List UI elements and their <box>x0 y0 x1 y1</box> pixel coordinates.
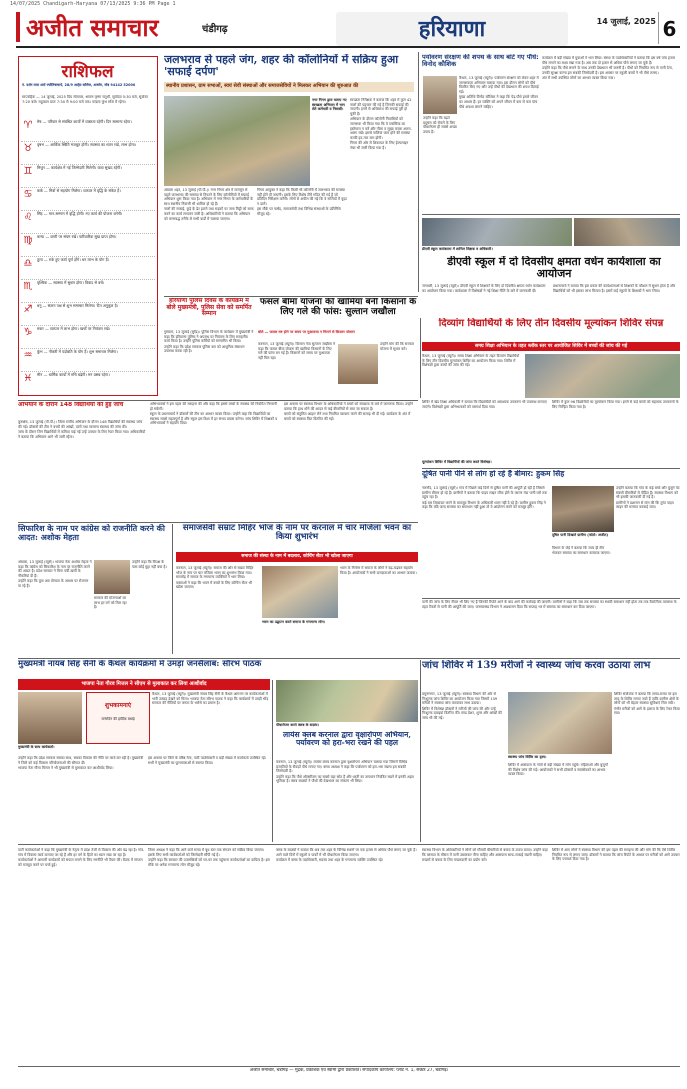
rashifal-sign-text: मकर — व्यापार में लाभ होगा। खर्चों पर नियंत्रण रखें। <box>37 326 111 331</box>
story-s3-headline: फसल बीमा योजना की खामियां बनी किसानों के लिए गले की फांस: सुल्तान जखौला <box>259 298 417 317</box>
story-s5-body-col-1: जगाधरी, 13 जुलाई (ब्यूरो)। डीएवी स्कूल में शिक्षकों के लिए दो दिवसीय क्षमता वर्धन कार्यशाला का आयोजन किया गया। कार्यशाला में विशेषज्ञों ने नई शिक्षा नीति के बारे में जानकारी दी। <box>422 284 546 293</box>
story-s1-headline: जलभराव से पहले जंग, शहर की कॉलोनियों में सक्रिय हुआ 'सफाई दर्पण' <box>164 54 399 79</box>
story-s10-body-col-2: भवन के निर्माण में समाज के लोगों ने बढ़-चढ़कर सहयोग किया है। आयोजकों ने सभी दानदाताओं का आभार जताया। <box>340 566 417 575</box>
story-s10-body-col-1: करनाल, 13 जुलाई (ब्यूरो)। समाज की ओर से सम्राट मिहिर भोज के नाम पर चार मंजिला भवन का शुभारंभ किया गया। समारोह में समाज के गणमान्य व्यक्तियों ने भाग लिया। वक्ताओं ने कहा कि भवन में बच्चों के लिए कोचिंग सेंटर भी खोला जाएगा। <box>176 566 254 590</box>
story-s13-body: करनाल, 13 जुलाई (ब्यूरो)। लायंस क्लब करनाल द्वारा वृक्षारोपण अभियान चलाया गया जिसमें विभिन्न प्रजातियों के सैकड़ों पौधे लगाए गए। क्लब अध्यक्ष ने कहा कि पर्यावरण को हरा-भरा रखना हम सबकी जिम्मेदारी है। उन्होंने कहा कि पौधे ऑक्सीजन का सबसे बड़ा स्रोत हैं और धरती का तापमान नियंत्रित रखने में इनकी अहम भूमिका है। क्लब सदस्यों ने पौधों की देखभाल का संकल्प भी लिया। <box>276 760 414 784</box>
story-s10-subhead: समाज की संस्था के नाम में बदलाव, कोचिंग सेंटर भी खोला जाएगा <box>176 552 418 562</box>
story-s8-body-col-2: उन्होंने बताया कि गांव के कई बच्चे और बुजुर्ग पेट संबंधी बीमारियों से पीड़ित हैं। स्वास्थ्य विभाग को भी इसकी जानकारी दी गई है। ग्रामीणों ने प्रशासन से मांग की कि तुरंत पाइप लाइन की मरम्मत करवाई जाए। <box>616 486 680 510</box>
zodiac-icon: ♏ <box>23 281 33 292</box>
rashifal-sign-text: मेष — परिवार से संबंधित कार्यों में व्यस्तता रहेगी। दिन सामान्य रहेगा। <box>37 119 132 124</box>
advert-box <box>86 692 150 744</box>
rashifal-title: राशिफल <box>61 62 114 81</box>
story-s3-body-col-1: करनाल, 13 जुलाई (ब्यूरो)। किसान नेता सुल्तान जखौला ने कहा कि फसल बीमा योजना की खामियां किसानों के लिए गले की फांस बन गई हैं। किसानों को समय पर मुआवजा नहीं मिल रहा। <box>258 342 336 360</box>
lower-col-2: जिला अध्यक्ष ने कहा कि आने वाले समय में बूथ स्तर तक संगठन को सक्रिय किया जाएगा। इसके लिए सभी कार्यकर्ताओं को जिम्मेदारी सौंपी गई है। उन्होंने कहा कि सरकार की उपलब्धियों को घर-घर तक पहुंचाना कार्यकर्ताओं का दायित्व है। इस मौके पर अनेक गणमान्य लोग मौजूद रहे। <box>148 848 270 867</box>
story-s11-body-col-3: इस अवसर पर जिले के वरिष्ठ नेता, पार्टी पदाधिकारी व बड़ी संख्या में कार्यकर्ता उपस्थित रहे। सभी ने मुख्यमंत्री का फूलमालाओं से स्वागत किया। <box>148 756 267 765</box>
story-s6-subhead: समग्र शिक्षा अभियान के तहत ब्लॉक स्तर पर आयोजित शिविर में बच्चों की जांच की गई <box>422 342 680 351</box>
story-s2-headline: हरियाणा पुलिस दिवस के कार्यक्रम में बोले मुख्यमंत्री, पुलिस सेवा को समर्पित सम्मान <box>166 298 252 318</box>
rashifal-byline: पं. दर्शन लाल शर्मा ज्योतिषाचार्य, 28/9 आर्ट्स कॉलेज, अजमेर, मोब 94142 52000 <box>22 83 136 87</box>
advert-title: शुभकामनाएं <box>104 702 132 709</box>
story-s4 <box>422 54 542 74</box>
story-s4-body-col-2: कार्यक्रम में बड़ी संख्या में युवाओं ने भाग लिया। संस्था के पदाधिकारियों ने बताया कि इस वर्ष पांच हजार पौधे लगाने का लक्ष्य रखा गया है। अब तक दो हजार से अधिक पौधे लगाए जा चुके हैं। उन्होंने कहा कि पौधे लगाने के साथ उनकी देखभाल भी जरूरी है। पौधों को नियमित रूप से पानी देना, उनकी सुरक्षा करना हम सबकी जिम्मेदारी है। इस अवसर पर स्कूली बच्चों ने भी पौधे लगाए। अंत में सभी उपस्थित लोगों का आभार व्यक्त किया गया। <box>542 56 676 81</box>
rashifal-sign-row <box>21 257 155 280</box>
rashifal-sign-row <box>21 303 155 326</box>
story-s11-body-col-2: उन्होंने कहा कि प्रदेश सरकार सबका साथ, सबका विकास की नीति पर कार्य कर रही है। मुख्यमंत्री ने जिले को कई विकास परियोजनाओं की सौगात दी। भाजपा नेता गौरव मित्तल ने भी मुख्यमंत्री से मुलाकात कर आशीर्वाद लिया। <box>18 756 144 771</box>
story-s4-body-col-0: उन्होंने कहा कि बढ़ते प्रदूषण को रोकने के लिए पौधारोपण ही सबसे अच्छा उपाय है। <box>423 116 457 134</box>
zodiac-icon: ♋ <box>23 189 33 200</box>
zodiac-icon: ♒ <box>23 350 33 361</box>
story-s7-body-col-2: अभिभावकों ने इस पहल की सराहना की और कहा कि इससे बच्चों के स्वास्थ्य की नियमित निगरानी हो सकेगी। स्कूल के प्रधानाचार्य ने डॉक्टरों की टीम का आभार व्यक्त किया। उन्होंने कहा कि विद्यार्थियों का स्वास्थ्य सबसे महत्वपूर्ण है और स्कूल इस दिशा में हर संभव प्रयास करेगा। जांच शिविर में शिक्षकों व अभिभावकों ने सहयोग दिया। <box>150 402 278 426</box>
edition-city: चंडीगढ़ <box>202 24 228 35</box>
story-s6-body-col-1: कैथल, 13 जुलाई (ब्यूरो)। समग्र शिक्षा अभियान के तहत दिव्यांग विद्यार्थियों के लिए तीन दिवसीय मूल्यांकन शिविर का आयोजन किया गया। शिविर में विशेषज्ञों द्वारा बच्चों की जांच की गई। <box>422 354 520 368</box>
rashifal-box <box>18 56 158 396</box>
story-s13-caption: पौधारोपण करते क्लब के सदस्य। <box>276 723 319 727</box>
story-s6-body-col-3: शिविर में कुल 96 विद्यार्थियों का मूल्यांकन किया गया। इनमें से कई बच्चों को सहायक उपकरणों के लिए चिन्हित किया गया है। <box>552 400 679 409</box>
story-s8-headline: दूषित पानी पीने से लोग हो रहे हैं बीमार: हुकम सिंह <box>422 470 565 478</box>
zodiac-icon: ♊ <box>23 166 33 177</box>
story-s13-headline: लायंस क्लब करनाल द्वारा वृक्षारोपण अभियान, पर्यावरण को हरा-भरा रखने की पहल <box>282 731 411 748</box>
rashifal-sign-list <box>21 119 155 393</box>
story-s9-headline: सिफारिश के नाम पर कांग्रेस को राजनीति करने की आदत: अशोक मेहता <box>18 524 165 542</box>
story-s12-body-col-3: शिविर में आसपास के गांवों से बड़ी संख्या में लोग पहुंचे। महिलाओं और बुजुर्गों की विशेष जांच की गई। आयोजकों ने सभी डॉक्टरों व स्वयंसेवकों का आभार व्यक्त किया। <box>508 763 608 777</box>
zodiac-icon: ♉ <box>23 143 33 154</box>
rashifal-sign-row <box>21 188 155 211</box>
story-s11-headline: मुख्यमंत्री नायब सिंह सैनी के कैथल कार्यक्रमों में उमड़ा जनसैलाब: सौरभ पाठक <box>18 660 262 669</box>
zodiac-icon: ♌ <box>23 212 33 223</box>
rashifal-sign-text: कन्या — वाणी पर संयम रखें। पारिवारिक सुख प्राप्त होगा। <box>37 234 117 239</box>
story-s5-headline: डीएवी स्कूल में दो दिवसीय क्षमता वर्धन कार्यशाला का आयोजन <box>447 256 661 281</box>
zodiac-icon: ♈ <box>23 120 33 131</box>
rashifal-sign-text: कर्क — मित्रों से सहयोग मिलेगा। व्यापार में वृद्धि के संकेत हैं। <box>37 188 121 193</box>
story-s6-photo <box>525 354 680 398</box>
rashifal-sign-row <box>21 142 155 165</box>
story-s10-headline: समाजसेवी सम्राट मिहिर भोज के नाम पर करनाल में चार मंजिला भवन का किया शुभारंभ <box>182 524 412 543</box>
spacer <box>542 150 680 152</box>
story-s2-body: गुरुग्राम, 13 जुलाई (सुरेंद्र)। पुलिस विभाग के कार्यक्रम में मुख्यमंत्री ने कहा कि हरियाणा पुलिस ने अपराध पर नियंत्रण के लिए सराहनीय कार्य किया है। उन्होंने पुलिस कर्मियों को सम्मानित भी किया। उन्होंने कहा कि प्रदेश सरकार पुलिस बल को आधुनिक संसाधन उपलब्ध करवा रही है। <box>164 330 254 354</box>
page-number: 6 <box>658 12 680 44</box>
story-s5-photo-1 <box>422 218 572 246</box>
rashifal-sign-text: कुंभ — नौकरी में पदोन्नति के योग हैं। शुभ समाचार मिलेगा। <box>37 349 118 354</box>
section-title: हरियाणा <box>336 12 568 46</box>
story-s8-body-col-1: नारनौंद, 13 जुलाई (ब्यूरो)। गांव में पिछले कई दिनों से दूषित पानी की आपूर्ति हो रही है जिससे ग्रामीण बीमार हो रहे हैं। ग्रामीणों ने बताया कि पाइप लाइन लीक होने के कारण गंदा पानी घरों तक पहुंच रहा है। कई बार शिकायत करने के बावजूद विभाग के अधिकारी ध्यान नहीं दे रहे हैं। ग्रामीण हुकम सिंह ने कहा कि यदि जल्द समस्या का समाधान नहीं हुआ तो वे आंदोलन करने को मजबूर होंगे। <box>422 486 547 510</box>
story-s7-headline: अभियान के दौरान 148 विद्यार्थियों की हुई जांच <box>18 402 124 408</box>
rashifal-sign-text: वृश्चिक — स्वास्थ्य में सुधार होगा। विवाद से बचें। <box>37 280 105 285</box>
rashifal-sign-row <box>21 372 155 393</box>
rashifal-sign-text: वृषभ — आर्थिक स्थिति मजबूत होगी। स्वास्थ्य का ध्यान रखें, लाभ होगा। <box>37 142 137 147</box>
rashifal-sign-row <box>21 349 155 372</box>
story-s9-body-col-3: सरकार की योजनाओं का लाभ हर वर्ग को मिल रहा है। <box>94 596 127 610</box>
story-s4-portrait <box>423 76 457 114</box>
story-s12-body-col-2: शिविर संयोजक ने बताया कि समय-समय पर इस तरह के शिविर लगाए जाते हैं ताकि ग्रामीण क्षेत्रों के लोगों को भी बेहतर स्वास्थ्य सुविधाएं मिल सकें। गंभीर मरीजों को आगे के इलाज के लिए रेफर किया गया। <box>614 692 680 716</box>
story-s11-photo <box>18 692 82 744</box>
rashifal-sign-text: तुला — रुके हुए कार्य पूर्ण होंगे। धन लाभ के योग हैं। <box>37 257 110 262</box>
story-s9-body-col-2: उन्होंने कहा कि विपक्ष के पास कोई मुद्दा नहीं बचा है। <box>132 560 167 569</box>
story-s11-subhead: भाजपा नेता गौरव मित्तल ने सीएम से मुलाकात कर लिया आशीर्वाद <box>18 679 270 690</box>
zodiac-icon: ♍ <box>23 235 33 246</box>
story-s5-body-col-2: प्रधानाचार्य ने बताया कि इस प्रकार की कार्यशालाओं से शिक्षकों के कौशल में सुधार होता है और विद्यार्थियों को भी इसका लाभ मिलता है। इसमें कई स्कूलों के शिक्षकों ने भाग लिया। <box>553 284 676 293</box>
story-s1-caption: नगर निगम द्वारा चलाए गए स्वच्छता अभियान में भाग लेते कर्मचारी व निवासी। <box>312 98 347 112</box>
story-s3-body-col-2: उन्होंने मांग की कि सरकार योजना में सुधार करे। <box>380 342 414 351</box>
story-s8-photo <box>552 486 614 532</box>
advert-body: जन्मदिन की हार्दिक बधाई <box>101 717 135 721</box>
imprint-line: अजीत समाचार, चंडीगढ़ — मुद्रक, प्रकाशक एवं स्वामी द्वारा प्रकाशित। संपादकीय कार्यालय: प्लॉट नं. 1, सेक्टर 27, चंडीगढ़। <box>249 1068 449 1073</box>
paper-name: अजीत समाचार <box>26 13 159 42</box>
story-s1-header <box>164 54 414 94</box>
story-s9 <box>18 524 168 558</box>
story-s2 <box>164 298 254 328</box>
story-s10 <box>176 524 418 564</box>
lower-col-3: क्लब के सदस्यों ने बताया कि अब तक शहर के विभिन्न स्थानों पर एक हजार से अधिक पौधे लगाए जा चुके हैं। आने वाले दिनों में स्कूलों व पार्कों में भी पौधारोपण किया जाएगा। कार्यक्रम में क्लब के पदाधिकारी, सदस्य तथा शहर के गणमान्य व्यक्ति उपस्थित रहे। <box>276 848 417 863</box>
lower-col-5: शिविर में आए लोगों ने स्वास्थ्य विभाग की इस पहल की सराहना की और मांग की कि ऐसे शिविर नियमित रूप से लगाए जाएं। डॉक्टरों ने बताया कि जांच रिपोर्ट के आधार पर मरीजों को आगे उपचार के लिए परामर्श दिया गया है। <box>552 848 680 862</box>
story-s6-body-col-2: शिविर में खंड शिक्षा अधिकारी ने बताया कि विद्यार्थियों को आवश्यक उपकरण भी उपलब्ध करवाए जाएंगे। विशेषज्ञों द्वारा अभिभावकों को परामर्श दिया गया। <box>422 400 547 409</box>
story-s9-portrait <box>94 560 130 594</box>
masthead <box>16 10 680 48</box>
zodiac-icon: ♎ <box>23 258 33 269</box>
masthead-accent <box>16 12 20 42</box>
zodiac-icon: ♓ <box>23 373 33 384</box>
rashifal-sign-text: मिथुन — कार्यक्षेत्र में नई जिम्मेदारी मिलेगी। यात्रा सुखद रहेगी। <box>37 165 122 170</box>
story-s1-body-col-3: स्वच्छता निरीक्षक ने बताया कि शहर में कुल 42 नालों की पहचान की गई है जिनकी सफाई की जाएगी। इनमें से अधिकांश की सफाई पूरी हो चुकी है। अभियान के दौरान कॉलोनी निवासियों को जागरूक भी किया गया कि वे प्लास्टिक का इस्तेमाल न करें और गीला व सूखा कचरा अलग-अलग रखें। इससे नालियां जाम होने की समस्या काफी हद तक कम होगी। निगम की ओर से शिकायत के लिए हेल्पलाइन नंबर भी जारी किया गया है। <box>350 98 412 150</box>
story-s12-body-col-1: यमुनानगर, 13 जुलाई (ब्यूरो)। स्वास्थ्य विभाग की ओर से निःशुल्क जांच शिविर का आयोजन किया गया जिसमें 139 मरीजों ने स्वास्थ्य जांच करवाकर लाभ उठाया। शिविर में विशेषज्ञ डॉक्टरों ने मरीजों की जांच की और उन्हें निःशुल्क दवाइयां वितरित कीं। ब्लड प्रेशर, शुगर और आंखों की जांच भी की गई। <box>422 692 502 720</box>
rashifal-sign-text: सिंह — मान-सम्मान में वृद्धि होगी। नए कार्य की योजना बनेगी। <box>37 211 123 216</box>
story-s3-portrait <box>338 344 378 384</box>
story-s12-headline: जांच शिविर में 139 मरीजों ने स्वास्थ्य जांच करवा उठाया लाभ <box>422 660 651 671</box>
story-s1-body-col-2: निगम आयुक्त ने कहा कि किसी भी कॉलोनी में जलभराव की समस्या नहीं होने दी जाएगी। इसके लिए विशेष टीमें गठित की गई हैं जो प्रतिदिन निरीक्षण करेंगी। लोगों से अपील की गई कि वे नालियों में कूड़ा न डालें। इस मौके पर पार्षद, समाजसेवी तथा विभिन्न संस्थाओं के प्रतिनिधि मौजूद रहे। <box>257 188 347 216</box>
lower-col-1: पार्टी कार्यकर्ताओं ने कहा कि मुख्यमंत्री के नेतृत्व में प्रदेश तेजी से विकास की ओर बढ़ रहा है। गांव-गांव में विकास कार्य करवाए जा रहे हैं और हर वर्ग के हितों का ध्यान रखा जा रहा है। कार्यकर्ताओं ने आगामी कार्यक्रमों को सफल बनाने के लिए रणनीति भी तैयार की। बैठक में संगठन को मजबूत करने पर चर्चा हुई। <box>18 848 145 867</box>
story-s11-body-col-1: कैथल, 13 जुलाई (ब्यूरो)। मुख्यमंत्री नायब सिंह सैनी के कैथल आगमन पर कार्यकर्ताओं में भारी उत्साह देखने को मिला। भाजपा नेता सौरभ पाठक ने कहा कि कार्यक्रमों में उमड़ी भीड़ सरकार की नीतियों पर जनता के भरोसे का प्रमाण है। <box>152 692 269 706</box>
rashifal-sign-row <box>21 211 155 234</box>
story-s6 <box>422 318 680 352</box>
story-s7-body-col-3: इस अवसर पर स्वास्थ्य विभाग के अधिकारियों ने बच्चों को स्वच्छता के बारे में जागरूक किया। उन्होंने बताया कि हाथ धोने की आदत से कई बीमारियों से बचा जा सकता है। बच्चों को संतुलित आहार लेने तथा नियमित व्यायाम करने की सलाह भी दी गई। कार्यक्रम के अंत में बच्चों को स्वास्थ्य किट वितरित की गईं। <box>284 402 413 421</box>
rashifal-sign-row <box>21 234 155 257</box>
story-s3-subhead: बोले — फसल नष्ट होने पर समय पर मुआवजा न मिलने से किसान परेशान <box>258 330 355 334</box>
story-s12-caption: स्वास्थ्य जांच शिविर का दृश्य। <box>508 755 547 759</box>
issue-date: 14 जुलाई, 2025 <box>596 17 656 26</box>
story-s1-subhead: स्थानीय प्रशासन, ग्राम सभाओं, स्वयं सेवी संस्थाओं और समाजसेवियों ने मिलकर अभियान की शुरुआत की <box>164 82 414 92</box>
story-s12-photo <box>508 692 612 754</box>
story-s11-caption: मुख्यमंत्री के साथ कार्यकर्ता। <box>18 745 55 749</box>
story-s9-body-col-1: अंबाला, 13 जुलाई (ब्यूरो)। भाजपा नेता अशोक मेहता ने कहा कि कांग्रेस को सिफारिश के नाम पर राजनीति करने की आदत है। प्रदेश सरकार ने बिना पर्ची-खर्ची के नौकरियां दी हैं। उन्होंने कहा कि युवा अब योग्यता के आधार पर रोजगार पा रहे हैं। <box>18 560 92 588</box>
story-s4-headline: पर्यावरण संरक्षण की शपथ के साथ बांटे गए पौधे: विनोद कौशिक <box>422 54 539 69</box>
print-slug: 14/07/2025 Chandigarh-Haryana 07/13/2025 9:36 PM Page 1 <box>10 1 176 7</box>
rashifal-sign-text: धनु — संतान पक्ष से शुभ समाचार मिलेगा। दिन अनुकूल है। <box>37 303 119 308</box>
lower-col-4: स्वास्थ्य विभाग के अधिकारियों ने लोगों को मौसमी बीमारियों से बचाव के उपाय बताए। उन्होंने कहा कि बरसात के मौसम में पानी उबालकर पीना चाहिए और आसपास साफ-सफाई रखनी चाहिए। मच्छरों से बचाव के लिए मच्छरदानी का प्रयोग करें। <box>422 848 548 863</box>
story-s8-caption: दूषित पानी दिखाते ग्रामीण (फोटो: अजीत) <box>552 533 609 537</box>
story-s8-body-col-4: पानी की जांच के लिए सैंपल भी लिए गए हैं जिनकी रिपोर्ट आने के बाद आगे की कार्रवाई की जाएगी। ग्रामीणों ने कहा कि जब तक समस्या का स्थायी समाधान नहीं होता तब तक वैकल्पिक व्यवस्था के तहत टैंकरों से पानी की आपूर्ति की जाए। जनस्वास्थ्य विभाग ने आश्वासन दिया कि सप्ताह भर में समस्या का समाधान कर दिया जाएगा। <box>422 600 677 609</box>
rashifal-intro: साप्ताहिक — 14 जुलाई, 2025 प्रिय सोमवार, श्रावण कृष्ण चतुर्थी, सूर्योदय 5:30 बजे, सूर्यास्त 7:20 बजे। राहुकाल प्रातः 7:30 से 9:00 बजे तक। चन्द्रमा कुंभ राशि में रहेगा। <box>22 95 148 104</box>
story-s6-headline: दिव्यांग विद्यार्थियों के लिए तीन दिवसीय मूल्यांकन शिविर संपन्न <box>438 318 664 329</box>
story-s10-photo <box>262 566 338 618</box>
story-s3 <box>258 298 418 340</box>
rashifal-sign-row <box>21 119 155 142</box>
story-s7-body-col-1: कुरुक्षेत्र, 13 जुलाई (पी.पी.)। जिला स्तरीय अभियान के दौरान 148 विद्यार्थियों की स्वास्थ्य जांच की गई। डॉक्टरों की टीम ने बच्चों की आंखों, दांतों तथा सामान्य स्वास्थ्य की जांच की। जांच के दौरान जिन विद्यार्थियों में कमियां पाई गईं उन्हें उपचार के लिए रेफर किया गया। अधिकारियों ने बताया कि अभियान आगे भी जारी रहेगा। <box>18 420 146 439</box>
story-s10-caption: भवन का उद्घाटन करते समाज के गणमान्य लोग। <box>262 620 325 624</box>
rashifal-sign-row <box>21 326 155 349</box>
rashifal-sign-row <box>21 280 155 303</box>
story-s13-photo <box>276 680 418 722</box>
rashifal-sign-row <box>21 165 155 188</box>
story-s6-caption: मूल्यांकन शिविर में विद्यार्थियों की जांच करते विशेषज्ञ। <box>422 460 492 464</box>
story-s5-photo-2 <box>574 218 680 246</box>
zodiac-icon: ♑ <box>23 327 33 338</box>
story-s1-body-col-1: अंबाला शहर, 13 जुलाई (पी.पी.)। नगर निगम क्षेत्र में मानसून से पहले जलभराव की समस्या से निपटने के लिए कॉलोनियों में सफाई अभियान शुरू किया गया है। अभियान में नगर निगम के कर्मचारियों के साथ स्थानीय निवासी भी शामिल हो रहे हैं। नालों की सफाई, कूड़े के ढेर हटाने तथा सड़कों पर जमा मिट्टी को साफ करने का कार्य लगातार जारी है। अधिकारियों ने बताया कि अभियान को चरणबद्ध तरीके से सभी वार्डों में चलाया जाएगा। <box>164 188 254 221</box>
story-s1-photo <box>164 96 310 186</box>
story-s8-body-col-3: विभाग के जेई ने बताया कि जल्द ही टीम भेजकर समस्या का समाधान करवाया जाएगा। <box>552 546 611 555</box>
rashifal-sign-text: मीन — धार्मिक कार्यों में रुचि बढ़ेगी। मन प्रसन्न रहेगा। <box>37 372 110 377</box>
story-s4-body-col-1: कैथल, 13 जुलाई (ब्यूरो)। पर्यावरण संरक्षण को लेकर शहर में जागरूकता अभियान चलाया गया। इस दौरान लोगों को पौधे वितरित किए गए और उन्हें पौधों की देखभाल की शपथ दिलाई गई। मुख्य अतिथि विनोद कौशिक ने कहा कि पेड़-पौधे हमारे जीवन का आधार हैं। हर व्यक्ति को अपने जीवन में कम से कम पांच पौधे अवश्य लगाने चाहिए। <box>459 76 539 109</box>
story-s5-caption: डीएवी स्कूल कार्यशाला में शामिल शिक्षक व अधिकारी। <box>422 247 493 251</box>
zodiac-icon: ♐ <box>23 304 33 315</box>
